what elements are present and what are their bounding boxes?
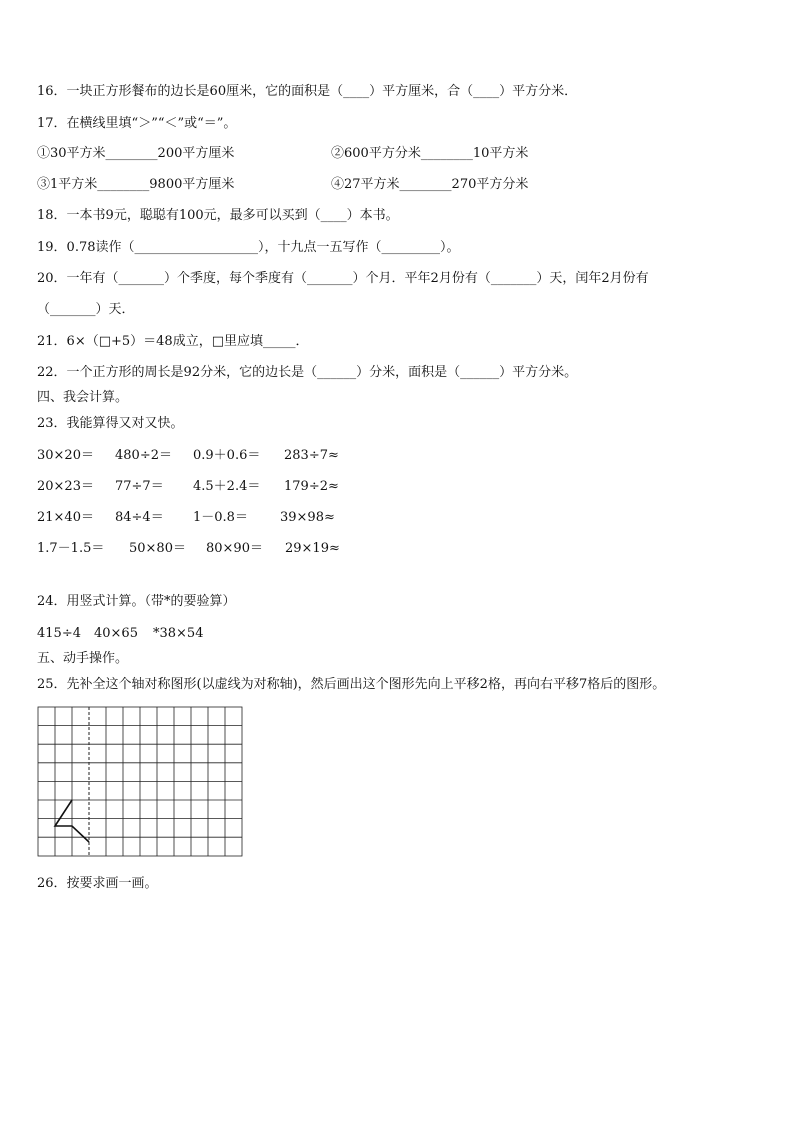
question-24-title: 24．用竖式计算。（带*的要验算）	[37, 594, 236, 609]
calc-r1-c1: 30×20＝	[37, 448, 94, 463]
calc-r4-c3: 80×90＝	[206, 541, 263, 556]
calc-r2-c3: 4.5＋2.4＝	[193, 479, 261, 494]
calc-r3-c4: 39×98≈	[280, 510, 335, 525]
calc-r4-c4: 29×19≈	[285, 541, 340, 556]
question-18: 18．一本书9元，聪聪有100元，最多可以买到（____）本书。	[37, 208, 399, 223]
question-26: 26．按要求画一画。	[37, 876, 158, 891]
calc-r2-c4: 179÷2≈	[284, 479, 339, 494]
q17-item-4: ④27平方米________270平方分米	[331, 177, 529, 192]
question-16: 16．一块正方形餐布的边长是60厘米，它的面积是（____）平方厘米，合（____）平方分米．	[37, 84, 578, 99]
symmetry-grid	[37, 706, 243, 857]
calc-r3-c3: 1－0.8＝	[193, 510, 248, 525]
question-20-line2: （_______）天．	[37, 302, 135, 317]
calc-r4-c2: 50×80＝	[129, 541, 186, 556]
q17-item-3: ③1平方米________9800平方厘米	[37, 177, 235, 192]
question-19: 19．0.78读作（___________________），十九点一五写作（_________）。	[37, 240, 460, 255]
q24-item-3: *38×54	[153, 626, 204, 641]
calc-r3-c2: 84÷4＝	[115, 510, 164, 525]
q24-item-2: 40×65	[94, 626, 138, 641]
question-17-title: 17．在横线里填“＞”“＜”或“＝”。	[37, 116, 237, 131]
calc-r2-c2: 77÷7＝	[115, 479, 164, 494]
question-21: 21．6×（□+5）＝48成立，□里应填_____．	[37, 334, 309, 349]
q24-item-1: 415÷4	[37, 626, 81, 641]
calc-r3-c1: 21×40＝	[37, 510, 94, 525]
calc-r2-c1: 20×23＝	[37, 479, 94, 494]
question-20-line1: 20．一年有（_______）个季度，每个季度有（_______）个月．平年2月份有（_______）天，闰年2月份有	[37, 271, 649, 286]
q17-item-1: ①30平方米________200平方厘米	[37, 146, 235, 161]
calc-r1-c3: 0.9＋0.6＝	[193, 448, 261, 463]
calc-r4-c1: 1.7－1.5＝	[37, 541, 105, 556]
section-5-heading: 五、动手操作。	[37, 651, 129, 666]
calc-r1-c2: 480÷2＝	[115, 448, 172, 463]
q17-item-2: ②600平方分米________10平方米	[331, 146, 529, 161]
question-22: 22．一个正方形的周长是92分米，它的边长是（______）分米，面积是（______）平方分米。	[37, 365, 578, 380]
section-4-heading: 四、我会计算。	[37, 390, 129, 405]
calc-r1-c4: 283÷7≈	[284, 448, 339, 463]
question-23-title: 23．我能算得又对又快。	[37, 416, 184, 431]
question-25: 25．先补全这个轴对称图形(以虚线为对称轴)，然后画出这个图形先向上平移2格，再向右平移7格后的图形。	[37, 677, 666, 692]
